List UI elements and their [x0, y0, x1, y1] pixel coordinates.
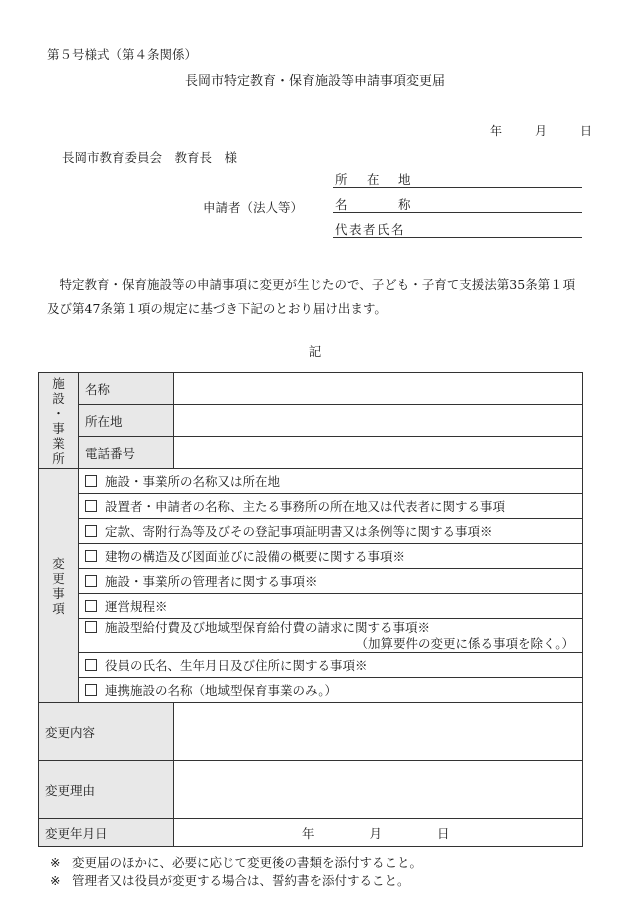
date-year: 年 — [490, 124, 503, 138]
representative-label: 代表者氏名 — [335, 222, 406, 237]
change-item[interactable]: 運営規程※ — [79, 594, 583, 619]
facility-phone-input[interactable] — [174, 437, 583, 469]
facility-phone-label: 電話番号 — [79, 437, 174, 469]
applicant-label: 申請者（法人等） — [203, 200, 304, 215]
change-item[interactable]: 設置者・申請者の名称、主たる事務所の所在地又は代表者に関する事項 — [79, 494, 583, 519]
checkbox[interactable] — [85, 600, 97, 612]
address-label-1: 所 — [335, 172, 348, 187]
checkbox[interactable] — [85, 684, 97, 696]
checkbox[interactable] — [85, 621, 97, 633]
change-date-year: 年 — [302, 825, 315, 841]
address-field[interactable] — [333, 170, 582, 188]
representative-field[interactable] — [333, 220, 582, 238]
change-item[interactable]: 連携施設の名称（地域型保育事業のみ。） — [79, 678, 583, 703]
facility-label: 施 設 ・ 事 業 所 — [39, 373, 79, 469]
checkbox[interactable] — [85, 659, 97, 671]
change-date-label: 変更年月日 — [39, 819, 174, 847]
name-label-2: 称 — [398, 197, 411, 212]
date-day: 日 — [580, 124, 593, 138]
checkbox[interactable] — [85, 525, 97, 537]
change-item[interactable]: 定款、寄附行為等及びその登記事項証明書又は条例等に関する事項※ — [79, 519, 583, 544]
change-date-month: 月 — [369, 825, 383, 841]
submission-date — [490, 122, 592, 139]
change-item[interactable]: 施設・事業所の管理者に関する事項※ — [79, 569, 583, 594]
facility-address-label: 所在地 — [79, 405, 174, 437]
date-month: 月 — [535, 124, 548, 138]
change-content-input[interactable] — [174, 703, 583, 761]
ki-heading: 記 — [308, 344, 322, 359]
change-date-input[interactable] — [174, 819, 583, 847]
change-reason-input[interactable] — [174, 761, 583, 819]
document-title: 長岡市特定教育・保育施設等申請事項変更届 — [184, 74, 445, 89]
change-item[interactable]: 建物の構造及び図面並びに設備の概要に関する事項※ — [79, 544, 583, 569]
footnote-1: ※ 変更届のほかに、必要に応じて変更後の書類を添付すること。 — [50, 855, 423, 870]
addressee: 長岡市教育委員会 教育長 様 — [62, 150, 238, 165]
checkbox[interactable] — [85, 550, 97, 562]
facility-name-input[interactable] — [174, 373, 583, 405]
change-item[interactable]: 施設型給付費及び地域型保育給付費の請求に関する事項※ （加算要件の変更に係る事項を除く。） — [79, 619, 583, 653]
change-item[interactable]: 施設・事業所の名称又は所在地 — [79, 469, 583, 494]
address-label-3: 地 — [398, 172, 411, 187]
checkbox[interactable] — [85, 575, 97, 587]
change-form-table — [38, 372, 583, 847]
change-items-label: 変 更 事 項 — [39, 469, 79, 703]
address-label-2: 在 — [367, 172, 380, 187]
change-date-day: 日 — [437, 825, 450, 841]
facility-address-input[interactable] — [174, 405, 583, 437]
facility-name-label: 名称 — [79, 373, 174, 405]
name-label-1: 名 — [335, 197, 348, 212]
checkbox[interactable] — [85, 475, 97, 487]
name-field[interactable] — [333, 195, 582, 213]
change-content-label: 変更内容 — [39, 703, 174, 761]
body-text: 特定教育・保育施設等の申請事項に変更が生じたので、子ども・子育て支援法第35条第１項及び第47条第１項の規定に基づき下記のとおり届け出ます。 — [47, 277, 576, 316]
checkbox[interactable] — [85, 500, 97, 512]
footnote-2: ※ 管理者又は役員が変更する場合は、誓約書を添付すること。 — [50, 873, 410, 888]
change-item[interactable]: 役員の氏名、生年月日及び住所に関する事項※ — [79, 653, 583, 678]
form-number: 第５号様式（第４条関係） — [47, 47, 198, 62]
change-reason-label: 変更理由 — [39, 761, 174, 819]
change-item-note: （加算要件の変更に係る事項を除く。） — [355, 635, 574, 651]
